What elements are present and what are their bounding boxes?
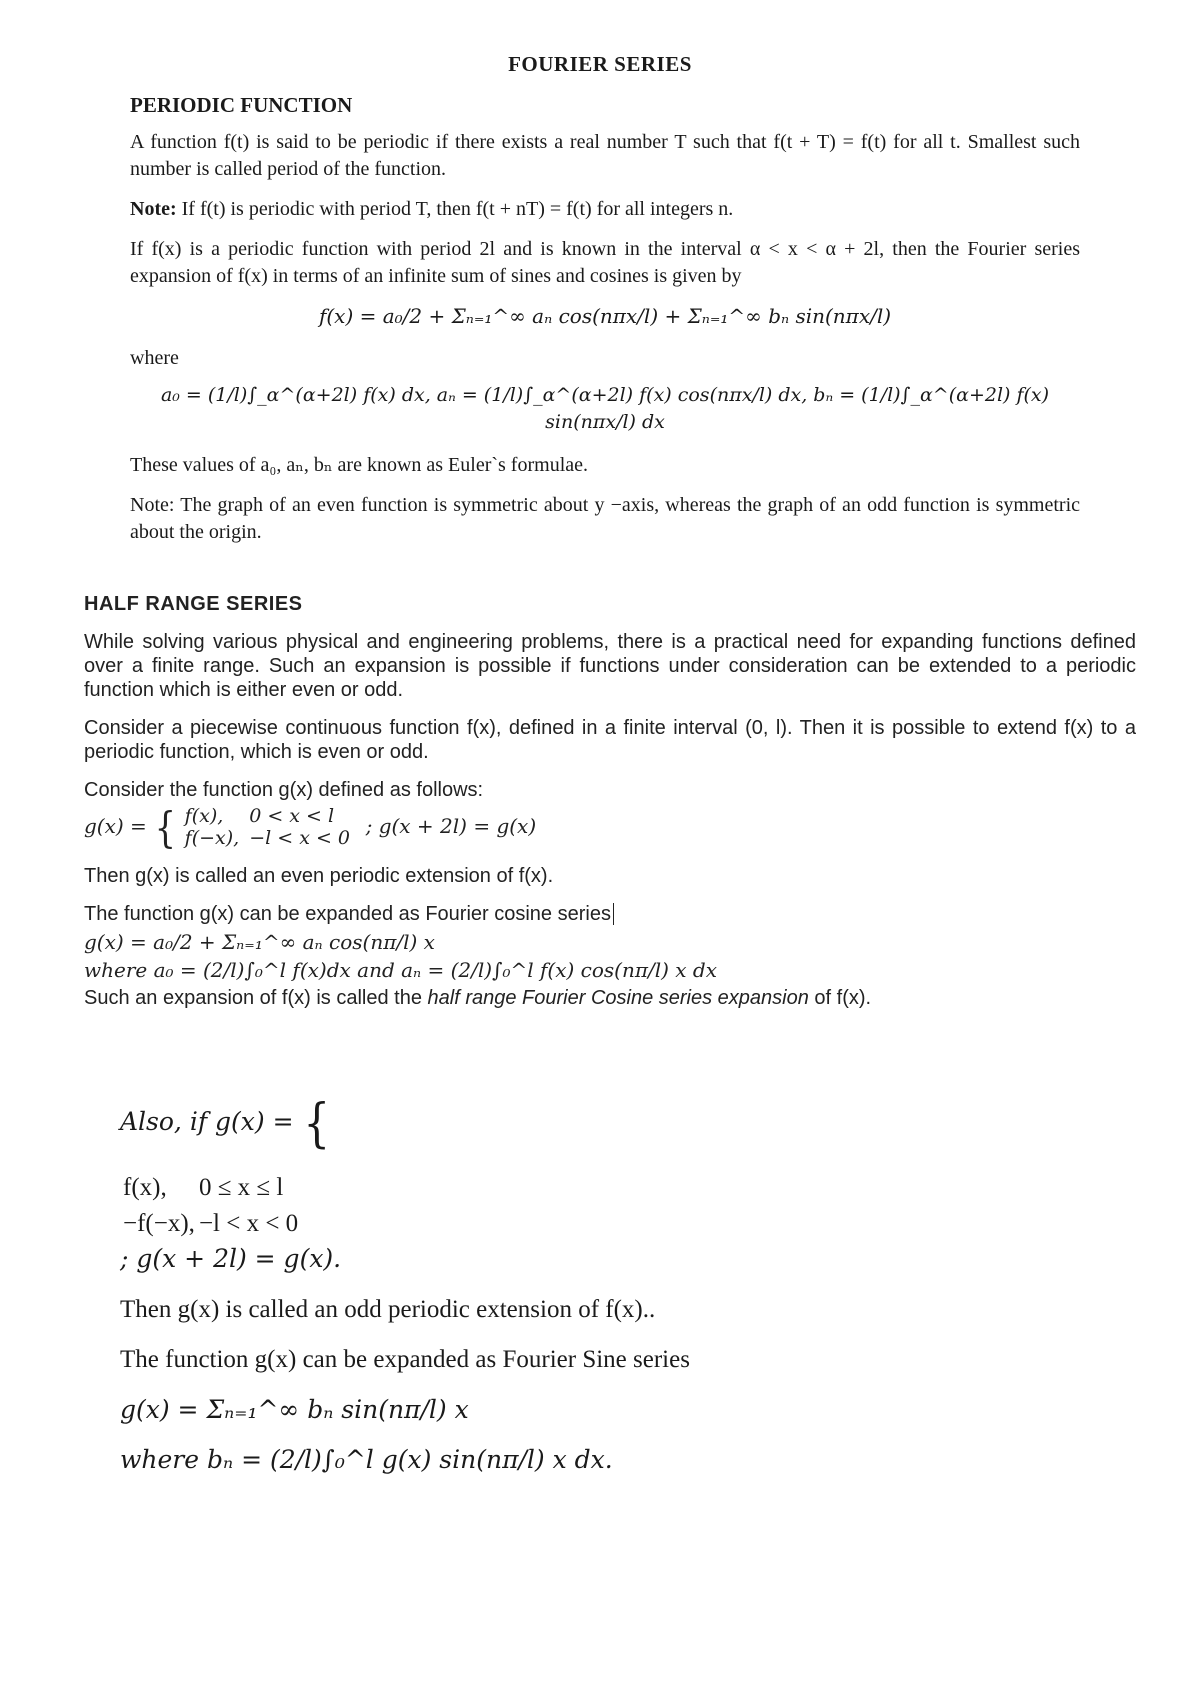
half-range-heading: HALF RANGE SERIES [84, 593, 303, 615]
periodic-function-heading: PERIODIC FUNCTION [130, 93, 353, 117]
even-periodicity: ; g(x + 2l) = g(x) [365, 814, 537, 839]
euler-formulae-text: These values of a₀, aₙ, bₙ are known as Euler`s formulae. [130, 454, 588, 476]
even-extension-text: Then g(x) is called an even periodic extension of f(x). [84, 864, 554, 887]
periodic-definition: A function f(t) is said to be periodic if there exists a real number T such that f(t + T) = f(t) for all t. Smallest such number is called period of the function. [130, 131, 1080, 180]
odd-extension-definition: Also, if g(x) = { [120, 1093, 330, 1154]
note-text: If f(t) is periodic with period T, then f(t + nT) = f(t) for all integers n. [176, 198, 734, 220]
even-case2-expr: f(−x), [184, 826, 240, 849]
piecewise-paragraph: Consider a piecewise continuous function f(x), defined in a finite interval (0, l). Then it is possible to extend f(x) to a periodic function, which is even or odd. [84, 717, 1136, 763]
even-case1-expr: f(x), [184, 805, 224, 827]
cosine-conclusion: Such an expansion of f(x) is called the half range Fourier Cosine series expansion of f(x). [84, 986, 872, 1009]
odd-periodicity: ; g(x + 2l) = g(x). [120, 1243, 342, 1273]
even-case1-cond: 0 < x < l [249, 805, 335, 827]
sine-coefficient: where bₙ = (2/l)∫₀^l g(x) sin(nπ/l) x dx. [120, 1444, 613, 1474]
periodic-function-section [130, 92, 1080, 559]
symmetry-note: Note: The graph of an even function is symmetric about y −axis, whereas the graph of an odd function is symmetric about the origin. [130, 494, 1080, 543]
odd-extension-text: Then g(x) is called an odd periodic extension of f(x).. [120, 1295, 656, 1323]
periodic-note [130, 196, 1080, 223]
odd-case1-cond: 0 ≤ x ≤ l [198, 1173, 284, 1201]
half-range-intro: While solving various physical and engineering problems, there is a practical need for expanding functions defined over a finite range. Such an expansion is possible if functions under consideration can be extended to a periodic function which is either even or odd. [84, 631, 1136, 701]
odd-case1-expr: f(x), [123, 1173, 167, 1201]
text-cursor [613, 903, 614, 925]
cosine-series-equation: g(x) = a₀/2 + Σₙ₌₁^∞ aₙ cos(nπ/l) x [84, 929, 435, 954]
fourier-series-equation: f(x) = a₀/2 + Σₙ₌₁^∞ aₙ cos(nπx/l) + Σₙ₌₁^∞ bₙ sin(nπx/l) [318, 304, 892, 328]
even-case2-cond: −l < x < 0 [249, 826, 351, 849]
cosine-coefficients: where a₀ = (2/l)∫₀^l f(x)dx and aₙ = (2/l)∫₀^l f(x) cos(nπ/l) x dx [84, 957, 718, 982]
gx-definition-intro: Consider the function g(x) defined as follows: [84, 779, 484, 801]
euler-coefficients-equation: a₀ = (1/l)∫_α^(α+2l) f(x) dx, aₙ = (1/l)∫_α^(α+2l) f(x) cos(nπx/l) dx, bₙ = (1/l)∫_α^(α+2l) f(x) sin(nπx/l) dx [160, 384, 1050, 433]
odd-case2-expr: −f(−x), [123, 1209, 195, 1237]
sine-series-equation: g(x) = Σₙ₌₁^∞ bₙ sin(nπ/l) x [120, 1394, 469, 1424]
fourier-intro: If f(x) is a periodic function with period 2l and is known in the interval α < x < α + 2l, then the Fourier series expansion of f(x) in terms of an infinite sum of sines and cosines is given by [130, 238, 1080, 287]
cosine-series-intro: The function g(x) can be expanded as Fourier cosine series [84, 902, 1136, 926]
note-label: Note: [130, 198, 177, 220]
odd-extension-section [120, 1093, 1100, 1494]
where-label: where [130, 347, 179, 369]
sine-series-intro: The function g(x) can be expanded as Fourier Sine series [120, 1345, 690, 1373]
document-title: FOURIER SERIES [508, 52, 692, 76]
odd-case2-cond: −l < x < 0 [198, 1209, 299, 1237]
even-extension-definition: g(x) = { f(x), 0 < x < l f(−x), −l < x < 0 ; g(x + 2l) = g(x) [84, 802, 537, 852]
half-range-section [84, 592, 1136, 1024]
